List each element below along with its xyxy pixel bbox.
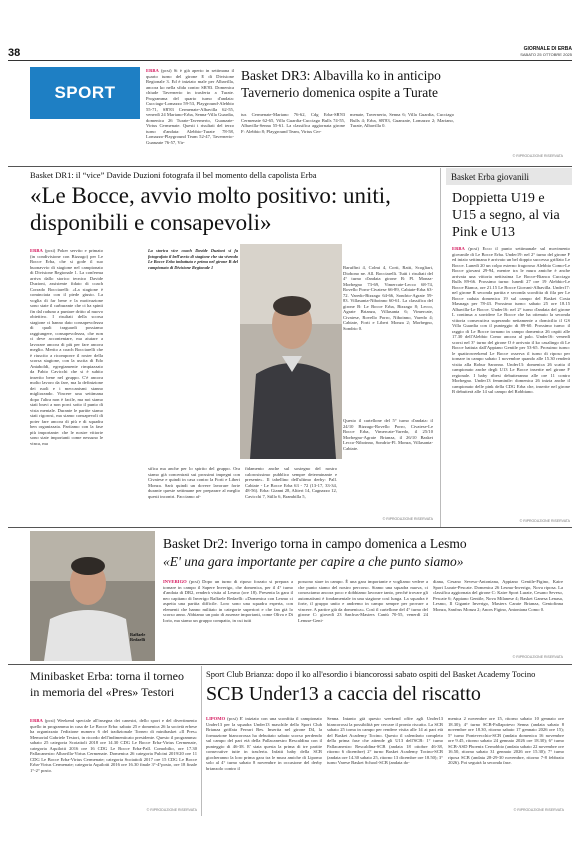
main-caption: La storica vice coach Davide Duzioni si fa fotografato il bell'avvio di stagione che sta vivendo Le Bocce Erba imbattuta e prima nel girone B del campionato di Divisione Regionale 1 — [148, 248, 238, 270]
main-col1-text: (pcsi) Poker servito e primato (in condivisione con Bizzago) per Le Bocce Erba, che si gode il suo buonavvio di stagione nel campionato di Divisione Regionale 1. La conferma arriva dallo storico tecnico Davide Duzioni, assistente fidato di coach Corrado Bocciarelli: «La stagione è cominciata con il piede giusto. La voglia di far bene e la motivazione sono state il carburante che ci ha spinti fin dal raduno a puntare dritto al nuovo obiettivo. I risultati della scorsa stagione ci hanno dato consapevolezza di quali traguardi possiamo raggiungere, consapevolezza, che non ci deve accontentare, ma aiutare a lavorare ancora di più per fare ancora meglio. Merito a coach Bocciarelli che è riuscito a ricomporre il roster della scorsa stagione, con la uscita di Edo Antaboldi, egregiamente rimpiazzato da Fabio Cavicchi che si è subito inserito bene nel gruppo. C'è ancora molto lavoro da fare, ma la definizione dei ruoli e i meccanismi stanno migliorando. Vincere una settimana dopo l'altra non è facile, ma noi siamo stati bravi a non porci sotto il punto di vista mentale. Durante le partite siamo stati rigorosi, ma siamo consapevoli di poter fare ancora di più e di squadra ben organizzata. Partiamo con la fase più importante: che le nostre vittorie sono state importanti come nessuno le vinca, ma — [30, 248, 103, 446]
giovanili-bar-label: Basket Erba giovanili — [451, 171, 529, 182]
main-credit: © RIPRODUZIONE RISERVATA — [382, 517, 433, 521]
header-rule — [8, 60, 572, 61]
u13-col1 — [206, 716, 322, 808]
minibasket-text — [30, 718, 197, 806]
dr2-col3: diana, Cesano Seveso-Antoniana, Appiano Gentile-Figino, Kaire Sport Lurate-Pescate. Domenica 26 Lesmo-Inverigo, Nova riposa. La classifica aggiornata del girone C: Kaire Sport Lurate, Cesano Seveso, Pescate 6; Appiano Gentile, Nova Milanese 4; Basket Ganesa Lenasa, Lesmo, Il Gigante Inverigo, Masters Carate Brianza, Geniofinna Monza, Sanfrus Monza 2; Anors Figino, Antoniana Como 0. — [433, 579, 563, 612]
dr2-col2: possono stare in campo. È una gara importante e vogliamo vedere a che punto siamo del nostro percorso. Siamo una squadra nuova, ci conosciamo ancora poco e dobbiamo lavorare tanto, perché trovare gli automatismi è fondamentale in una stagione così lunga. La squadra è forte, il gruppo unito e andremo in campo sempre per provare a vincere. A partire già da domenica». Così il cartellone del 4° turno del girone C: giovedì 23 Sanfrus-Masters Cantù 70-55, venerdì 24 Lenuse-Geni- — [298, 579, 428, 623]
minibasket-title: Minibasket Erba: torna il torneo in memoria del «Pres» Testori — [30, 669, 184, 699]
divider-1 — [8, 166, 572, 167]
section-block — [30, 67, 140, 119]
u13-credit: © RIPRODUZIONE RISERVATA — [513, 808, 564, 812]
giovanili-title: Doppietta U19 e U15 a segno, al via Pink e U13 — [452, 191, 560, 240]
giovanili-text — [452, 246, 570, 518]
page-number: 38 — [8, 47, 21, 59]
main-title: «Le Bocce, avvio molto positivo: uniti, disponibili e consapevoli» — [30, 183, 391, 235]
giovanili-credit: © RIPRODUZIONE RISERVATA — [519, 519, 570, 523]
dr2-title2: «E' una gara importante per capire a che punto siamo» — [163, 554, 464, 569]
minibasket-body: (pcsi) Weekend speciale all'insegna dei canestri, dello sport e del divertimento quello in programma in casa de Le Bocce Erba: sabato 25 e domenica 26 la società erbese ha organizzato l'edizione numero 6 del tradizionale Torneo di minibasket «Il Pres» Memorial Gabriele Testori, in ricordo dell'indimenticato presidente. Questo il programma: sabato 25 categoria Scoiattoli 2018 ore 14.30 CDG Le Bocce Erba-Virtus Cermenate, categoria Aquilotti 2016 ore 16 CDG Le Bocce Erba-Pall. Comobilio, ore 17.30 Pallacanestro Albavilla-Virtus Cermenate. Domenica 26 categoria Pulcini 2019/20 ore 11 CDG Le Bocce Erba-Virtus Cermenate; categoria Scoiattoli 2017 ore 15 CDG Le Bocce Erba-Virtus Cermenate; categoria Aquilotti 2016 ore 16.30 finale 3°-4°posto, ore 18 finale 1°-2° posto. — [30, 718, 197, 773]
giovanili-body: (pcsi) Ecco il punto settimanale sul movimento giovanile di Le Bocce Erba. Under19: nel 2° turno del girone F ed inizio settimana è arrivato un bel doppio successo griffato Le Bocce. Lunedì 20 un colpo esterno fragoroso Alebbio Como-Le Bocce giovani 29-94, mentre tra le mura amiche è anche arrivata una vittoria nettissima Le Bocce-Bianca Cucciago Bulls 89-66. Prossimo turno: lunedì 27 ore 19 Alebbio-Le Bocce Bianca, ore 21.15 Le Bocce Giovani-Albavilla. Under17: nel girone R seconda partita e seconda sconfitta di fila per Le Bocce caduta domenica 19 sul campo del Basket Costa Masnaga per 78-43. Prossimo turno: sabato 25 ore 18.15 Albavilla-Le Bocce. Under16: nel 2° turno d'andata del girone L continua a sorridere Le Bocce che ha ottenuto la seconda vittoria consecutiva superando nettamente a domicilio il GS Villa Guardia con il punteggio di 89-60. Prossimo turno: il raggio di Le Bocce tornano in campo domenica 26 ospiti alle 17.30 dell'Alebbio Como ancora al palo. Under16: venerdì scorsi nel 3° turno del girone O è arrivato il ko casalingo di Le Bocce battuta dall'Appiano Gentile per 53-65. Prossimo turno: le quattroweekend Le Bocce osserva il turno di riposo per tornare in campo sabato 1 novembre quando alle 15.30 renderà visita alla Robur Saronno. Under13: domenica 26 scatta il campionato anche degli U13 Le Bocce inserite nel girone F regionale. I baby ribesi debutteranno alle ore 11 contro Morbegno. Under13 femminile: domenica 26 inizia anche il campionato delle pink della CDG Erba che, inserite nel girone B debutterà alle 14 sul campo del Robbiano. — [452, 246, 570, 394]
dr3-title2: Tavernerio domenica ospite a Turate — [241, 85, 438, 100]
u13-kicker: Sport Club Brianza: dopo il ko all'esordio i biancorossi sabato ospiti del Basket Academy Tocino — [206, 669, 536, 679]
minibasket-tag: ERBA — [30, 718, 43, 723]
dr2-caption: Raffaele Redaelli — [130, 632, 146, 642]
main-tag: ERBA — [30, 248, 43, 253]
giovanili-bar — [446, 168, 572, 185]
divider-2 — [8, 527, 572, 528]
coach-photo-icon — [240, 244, 342, 459]
dr3-col1: (pcsi) Si è già aperto in settimana il quarto turno del girone E di Divisione Regionale 3. Ed è iniziato male per Albavilla, ancora ko nella sfida contro SR'83. Domenica chiude Tavernerio in trasferta a Turate. Programma del quarto turno d'andata: Cucciago-Lomazzo 59-53, Playground-Alebbio 55-71, SR'83 Cermenate-Albavilla 62-55, venerdì 24 Mariano-Erba, Senna-Villa Guardia, domenica 26 Turate-Tavernerio, Guanzate-Virtus Cermenate. Questi i risultati del terzo turno d'andata: Alebbio-Turate 78-58, Lomazzo-Playground Team 52-47, Tavernerio-Guanzate 76-57, Vir- — [146, 68, 234, 145]
main-col4: Baruffini 4, Colmi 4, Corti, Ratti, Scogliari, Diobono ne. All. Bocciarelli. Tutti i risultati del 4° turno d'andata girone B: Pl. Monza-Morbegno 73-69, Vimercate-Lecco 68-74, Rovello Porro-Civatese 66-89, Cabiate-Erba 63-72. Varedo-Bizzago 64-66, Sondrio-Agrate 59-83. Villasanta-Niboinno 60-61. La classifica del girone B: Le Bocce Erba, Bizzago 8; Lecco, Agrate Brianza, Villasanta 6; Vimercate, Civatese, Rovello Porro, Niboinno, Varedo 4; Cabiate, Forti e Liberi Monza 2; Morbegno, Sondrio 0. — [343, 265, 433, 331]
main-col2: sifica ma anche per lo spirito del gruppo. Ora siamo già concentrati sui prossimi impegni con Civatese e quindi in casa contro la Forti e Liberi Monza. Sarà quindi un dovere lavorare forte durante queste settimane per preparare al meglio questi incontri. Facciamo af- — [148, 466, 240, 499]
u13-col2: Senna. Intanto già questo weekend offre agli Under13 biancorossi la possibilità per cercare il pronto riscatto. La SCB sabato 25 torna in campo per rendere visita alle 14 ai pari età del Basket Academy Tocino. Questo il calendario completo della prima fase che attende gli U13 dell'SCB: 1° turno Pallacanestro Rescaldina-SCB (andata 18 ottobre 46-38, ritorno 6 dicembre) 2° turno Basket Academy Tocino-SCB (andata ore 14.30 sabato 25, ritorno 13 dicembre ore 18.50); 3° turno Varese Basket School-SCB (andata do- — [327, 716, 443, 765]
section-label: SPORT — [54, 83, 116, 102]
dr3-title: Basket DR3: Albavilla ko in anticipo — [241, 68, 441, 83]
dr2-credit: © RIPRODUZIONE RISERVATA — [512, 655, 563, 659]
u13-tag: LIPOMO — [206, 716, 226, 721]
dr3-col3: menate, Tavernerio, Senna 6; Villa Guardia, Cucciago Bulls 4; Erba, SR'83, Guanzate, Lomazzo 2; Mariano, Turate, Albavilla 0. — [350, 112, 454, 128]
main-col5: Questo il cartellone del 5° turno d'andata: il 24/10 Bizzago-Rovello Porro, Civatese-Le Bocce Erba, Vimercate-Varedo, il 25/10 Morbegno-Agrate Brianza, il 26/10 Basket Lecco-Niboinno, Sondrio-Fl. Monza, Villasanta-Cabiate. — [343, 418, 433, 451]
u13-col3: menica 2 novembre ore 15, ritorno sabato 10 gennaio ore 18.30); 4° turno SCB-Pallapotevo Senna (andata sabato 8 novembre ore 18.30, ritorno sabato 17 gennaio 2026 ore 15); 5° turno Pontevecchio-SCB (andata domenica 16 novembre ore 9.45, ritorno sabato 24 gennaio 2026 ore 18.30); 6° turno SCB-ASD Phoenix Cernobbio (andata sabato 22 novembre ore 16.50, ritorno sabato 31 gennaio 2026 ore 15.30); 7° turno riposa SCB (andata 28-29-30 novembre, ritorno 7-8 febbraio 2026). Poi seguirà la seconda fase. — [448, 716, 564, 765]
issue-date: SABATO 25 OTTOBRE 2025 — [520, 52, 572, 57]
dr3-text-col1 — [146, 68, 234, 164]
divider-3 — [8, 664, 572, 665]
paper-name: GIORNALE DI ERBA — [523, 46, 572, 52]
u13-col1-text: (pcsi) E' iniziato con una sconfitta il campionato Under13 per la squadra Under13 maschile dello Sport Club Brianza griffata Ferrari Bes. Inserita nel girone D4, la formazione biancorossa ha debuttato sabato scorso perdendo sul campo del pari età della Pallacanestro Rescaldina con il punteggio di 46-38. E' stata questa la prima di tre partite consecutive tutte in trasferta. Infatti baby della SCB giocheranno la loro prima gara tra le mura amiche di Lipomo solo al 4° turno sabato 8 novembre in occasione del derby brianzolo contro il — [206, 716, 322, 771]
dr3-col2: tus Cermenate-Mariano 76-62, Cdg Erba-SR'83 Cermenate 62-65, Villa Guardia-Cucciago Bulls 74-55, Albavilla-Senna 55-61. La classifica aggiornata girone F: Alebbio 8; Playground Team, Virtus Cer- — [241, 112, 345, 134]
divider-col — [440, 168, 441, 527]
main-col1 — [30, 248, 103, 523]
dr2-tag: INVERIGO — [163, 579, 187, 584]
divider-col-2 — [201, 666, 202, 816]
dr2-title: Basket Dr2: Inverigo torna in campo domenica a Lesmo — [163, 536, 467, 551]
giovanili-tag: ERBA — [452, 246, 465, 251]
main-kicker: Basket DR1: il “vice” Davide Duzioni fotografa il bel momento della capolista Erba — [30, 170, 317, 180]
main-col3: fidamento anche sul sostegno del nostro calorosissimo pubblico sempre determinante e presente». Il tabellino dell'ultimo derby: Pall. Cabiate - Le Bocce Erba 63 - 72 (13-17, 33-34, 48-56). Erba: Gianni 28, Altieri 14, Cagnazzo 12, Cavicchi 7, Stillo 6, Brambilla 5, — [245, 466, 337, 499]
dr2-col1-text: (pcsi) Dopo un turno di riposo forzato si prepara a tornare in campo il Sapere Inverigo, che domenica, per il 4° turno d'andata di DR2, renderà visita al Lesmo (ore 18). Presenta la gara il neo capitano di Inverigo Raffaele Redaelli: «Domenica con Lesmo ci aspetta una partita difficile. Loro sono una squadra esperta, con elementi che hanno militato in categorie superiori e che fan già lo scorso anno. Abbiamo un paio di assenze importanti, come Oliva e Di Iorio, ma siamo un gruppo compatto, in cui tutti — [163, 579, 293, 623]
dr3-tag: ERBA — [146, 68, 159, 73]
minibasket-credit: © RIPRODUZIONE RISERVATA — [146, 808, 197, 812]
dr3-credit: © RIPRODUZIONE RISERVATA — [512, 154, 563, 158]
main-photo — [240, 244, 342, 459]
dr2-col1 — [163, 579, 293, 661]
u13-title: SCB Under13 a caccia del riscatto — [206, 683, 481, 705]
